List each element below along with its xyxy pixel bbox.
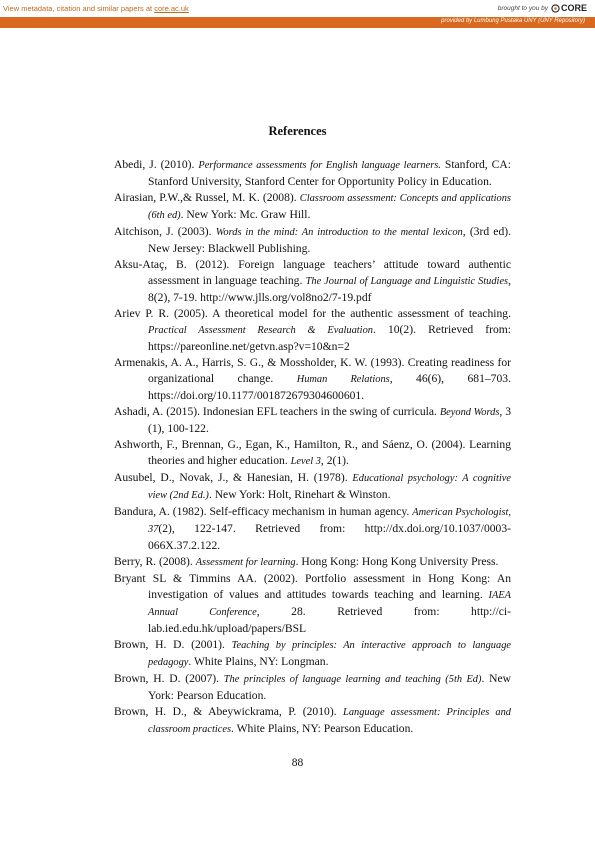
reference-pre: Airasian, P.W.,& Russel, M. K. (2008). bbox=[114, 191, 300, 204]
reference-entry bbox=[114, 671, 511, 704]
reference-entry bbox=[114, 404, 511, 437]
reference-pre: Berry, R. (2008). bbox=[114, 555, 196, 568]
reference-pre: Bryant SL & Timmins AA. (2002). Portfolio assessment in Hong Kong: An investigation of values and attitudes towards teaching and learning. bbox=[114, 572, 511, 601]
reference-post: . New York: Mc. Graw Hill. bbox=[180, 208, 311, 221]
page-number: 88 bbox=[291, 757, 304, 769]
reference-pre: Brown, H. D. (2007). bbox=[114, 672, 224, 685]
reference-pre: Aksu-Ataç, B. (2012). Foreign language teachers’ attitude toward authentic assessment in language teaching. bbox=[114, 258, 511, 287]
reference-post: , 46(6), 681–703. https://doi.org/10.1177/001872679304600601. bbox=[148, 372, 511, 402]
reference-post: , 28. Retrieved from: http://ci-lab.ied.edu.hk/upload/papers/BSL bbox=[148, 605, 511, 635]
reference-post: , (3rd ed). New Jersey: Blackwell Publishing. bbox=[148, 225, 512, 255]
reference-post: Stanford, CA: Stanford University, Stanford Center for Opportunity Policy in Education. bbox=[148, 158, 511, 188]
brought-by bbox=[498, 3, 587, 13]
page-title: References bbox=[268, 124, 327, 138]
reference-ital: Level 3 bbox=[290, 456, 321, 467]
reference-ital: Human Relations bbox=[296, 374, 390, 385]
reference-list bbox=[114, 157, 511, 738]
reference-ital: Classroom assessment: Concepts and applications (6th ed) bbox=[148, 193, 511, 221]
reference-pre: Bandura, A. (1982). Self-efficacy mechanism in human agency. bbox=[114, 505, 413, 518]
core-logo[interactable] bbox=[551, 3, 587, 13]
reference-entry bbox=[114, 470, 511, 504]
reference-entry bbox=[114, 571, 511, 637]
reference-entry bbox=[114, 224, 511, 257]
reference-entry bbox=[114, 355, 511, 404]
reference-post: . New York: Pearson Education. bbox=[148, 672, 511, 702]
provided-by-bar bbox=[0, 17, 595, 28]
core-link[interactable]: core.ac.uk bbox=[154, 4, 189, 13]
metadata-link-text bbox=[3, 4, 189, 13]
reference-pre: Brown, H. D., & Abeywickrama, P. (2010). bbox=[114, 705, 344, 718]
reference-post: . New York: Holt, Rinehart & Winston. bbox=[208, 488, 391, 501]
reference-pre: Brown, H. D. (2001). bbox=[114, 638, 232, 651]
reference-ital: The principles of language learning and teaching (5th Ed) bbox=[223, 674, 482, 685]
reference-post: . 10(2). Retrieved from: https://pareonline.net/getvn.asp?v=10&n=2 bbox=[148, 323, 512, 353]
reference-entry bbox=[114, 437, 511, 470]
reference-entry bbox=[114, 504, 511, 554]
reference-entry bbox=[114, 704, 511, 738]
reference-post: . Hong Kong: Hong Kong University Press. bbox=[295, 555, 499, 568]
reference-ital: Educational psychology: A cognitive view (2nd Ed.) bbox=[148, 473, 511, 501]
reference-ital: Teaching by principles: An interactive approach to language pedagogy bbox=[148, 640, 512, 668]
brought-by-label: brought to you by bbox=[497, 4, 548, 12]
reference-entry bbox=[114, 306, 511, 355]
reference-pre: Ashworth, F., Brennan, G., Egan, K., Hamilton, R., and Sáenz, O. (2004). Learning theories and higher education. bbox=[114, 438, 511, 467]
reference-ital: Practical Assessment Research & Evaluation bbox=[148, 325, 373, 336]
reference-post: (2), 122-147. Retrieved from: http://dx.doi.org/10.1037/0003-066X.37.2.122. bbox=[148, 522, 511, 552]
provided-by-text: provided by Lumbung Pustaka UNY (UNY Repository) bbox=[441, 18, 585, 24]
reference-post: . White Plains, NY: Pearson Education. bbox=[231, 722, 414, 735]
reference-ital: Assessment for learning bbox=[195, 557, 296, 568]
core-logo-icon bbox=[551, 4, 560, 13]
reference-pre: Armenakis, A. A., Harris, S. G., & Mossholder, K. W. (1993). Creating readiness for organizational change. bbox=[114, 356, 511, 385]
reference-ital: American Psychologist, 37 bbox=[148, 507, 511, 535]
reference-post: , 3 (1), 100-122. bbox=[148, 405, 511, 435]
reference-pre: Ashadi, A. (2015). Indonesian EFL teachers in the swing of curricula. bbox=[114, 405, 440, 418]
reference-ital: Beyond Words bbox=[439, 407, 500, 418]
reference-ital: Words in the mind: An introduction to the mental lexicon bbox=[215, 227, 463, 238]
reference-ital: Performance assessments for English language learners. bbox=[198, 160, 441, 171]
reference-pre: Abedi, J. (2010). bbox=[114, 158, 199, 171]
reference-entry bbox=[114, 157, 511, 190]
core-logo-text: CORE bbox=[560, 3, 587, 13]
reference-pre: Aitchison, J. (2003). bbox=[114, 225, 216, 238]
reference-ital: The Journal of Language and Linguistic Studies bbox=[305, 276, 509, 287]
reference-entry bbox=[114, 554, 511, 571]
reference-entry bbox=[114, 190, 511, 224]
reference-pre: Ausubel, D., Novak, J., & Hanesian, H. (1978). bbox=[114, 471, 353, 484]
reference-ital: IAEA Annual Conference bbox=[148, 590, 511, 618]
reference-post: . White Plains, NY: Longman. bbox=[188, 655, 329, 668]
reference-post: , 2(1). bbox=[320, 454, 349, 467]
reference-post: , 8(2), 7-19. http://www.jlls.org/vol8no2/7-19.pdf bbox=[148, 274, 511, 304]
core-header-bar bbox=[0, 0, 595, 17]
reference-pre: Ariev P. R. (2005). A theoretical model for the authentic assessment of teaching. bbox=[114, 307, 511, 320]
metadata-label: View metadata, citation and similar papers at bbox=[3, 4, 155, 13]
reference-entry bbox=[114, 637, 511, 671]
reference-entry bbox=[114, 257, 511, 306]
reference-ital: Language assessment: Principles and classroom practices bbox=[148, 707, 512, 735]
